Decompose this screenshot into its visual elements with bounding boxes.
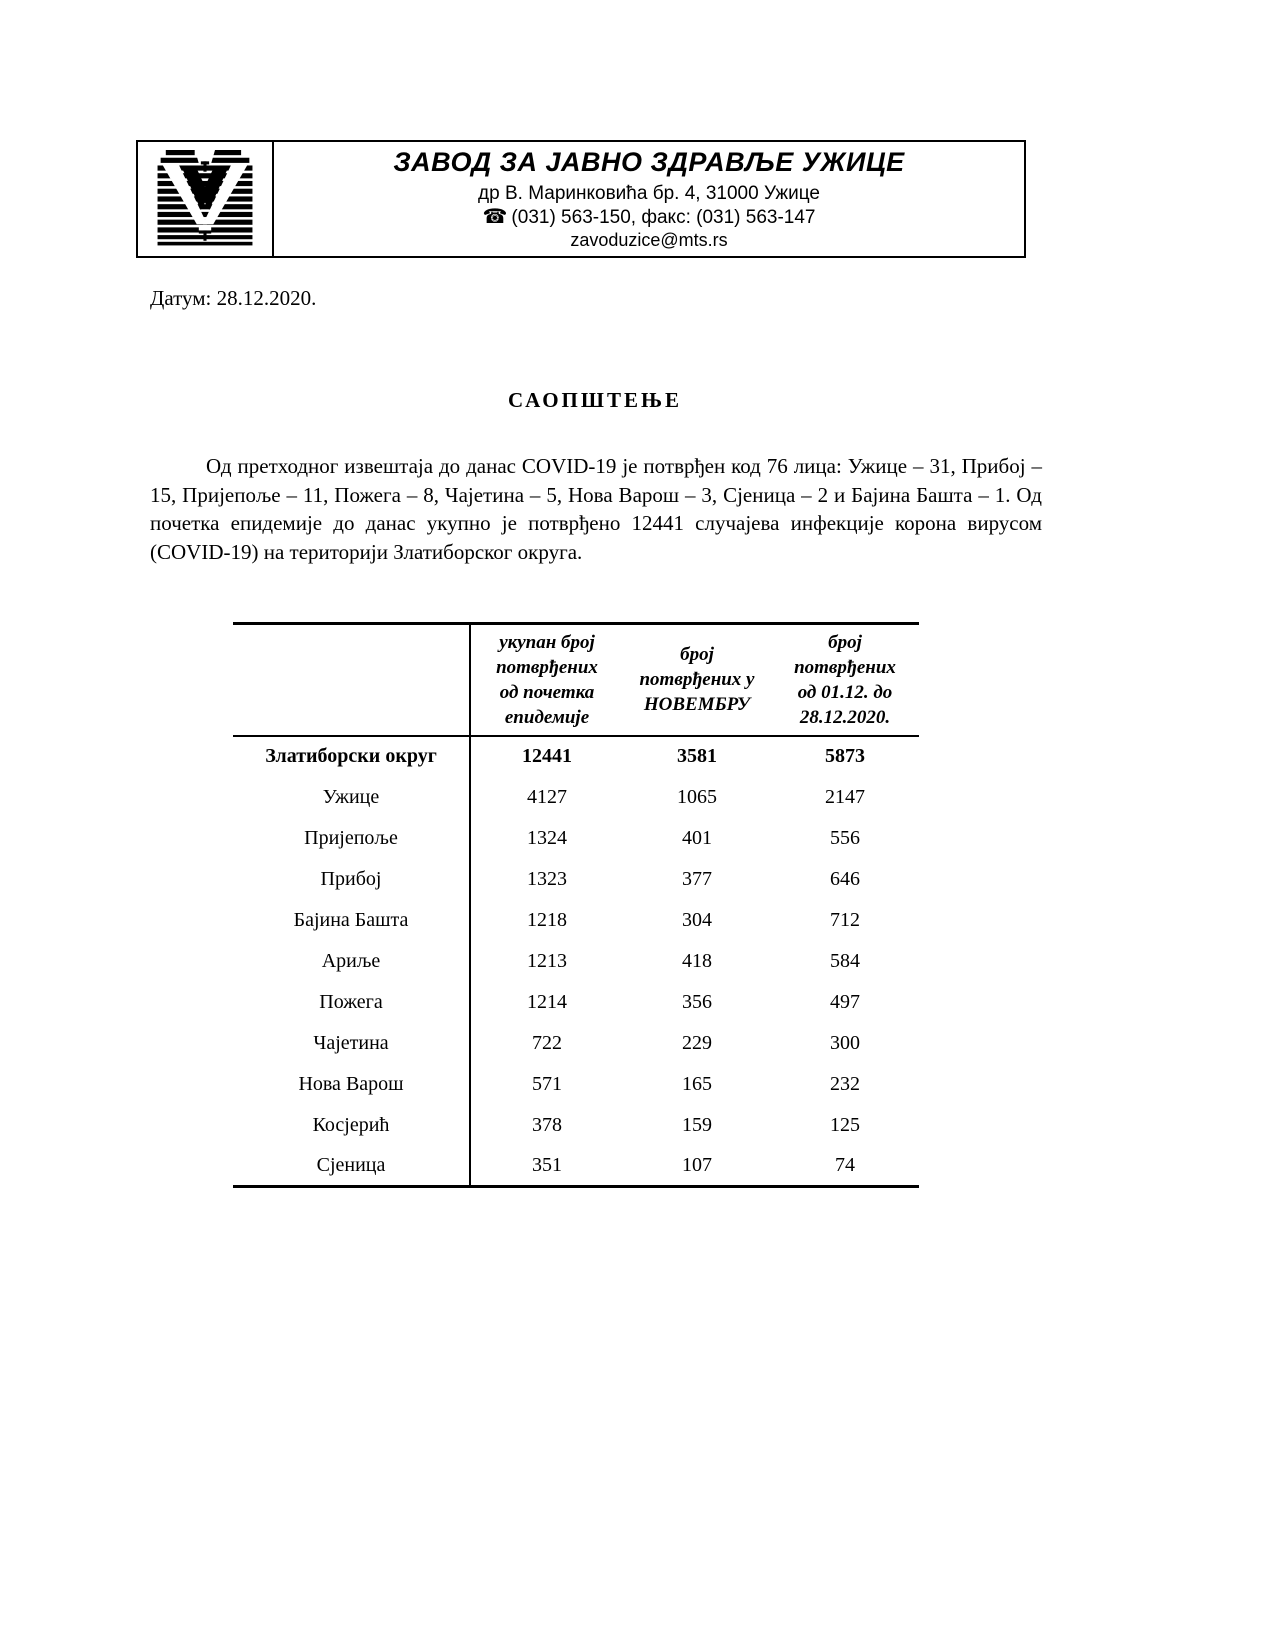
- value-cell: 646: [830, 867, 860, 890]
- table-row: [233, 859, 919, 900]
- value-cell: 3581: [677, 745, 717, 767]
- body-paragraph: Од претходног извештаја до данас COVID-19 је потврђен код 76 лица: Ужице – 31, Прибој – 15, Пријепоље – 11, Пожега – 8, Чајетина – 5, Нова Варош – 3, Сјеница – 2 и Бајина Башта – 1. Од почетка епидемије до данас укупно је потврђено 12441 случајева инфекције корона вирусом (COVID-19) на територији Златиборског округа.: [150, 454, 1042, 564]
- municipality-cell: Златиборски округ: [233, 736, 470, 777]
- table-row: [233, 1146, 919, 1187]
- value-cell: 5873: [825, 745, 865, 767]
- organization-address: др В. Маринковића бр. 4, 31000 Ужице: [478, 183, 820, 205]
- municipality-cell: Нова Варош: [233, 1064, 470, 1105]
- municipality-cell: Пријепоље: [233, 818, 470, 859]
- organization-phone: [483, 205, 816, 229]
- table-row: [233, 818, 919, 859]
- phone-icon: ☎: [482, 206, 508, 229]
- municipality-cell: Косјерић: [233, 1105, 470, 1146]
- municipality-cell: Ариље: [233, 941, 470, 982]
- date-line: Датум: 28.12.2020.: [150, 286, 317, 310]
- table-row: [233, 1105, 919, 1146]
- table-row: [233, 982, 919, 1023]
- value-cell: 584: [830, 949, 860, 972]
- cases-table-body: [233, 736, 919, 1187]
- cases-table-header: [233, 624, 919, 736]
- header-total-since-start: укупан број потврђених од почетка епидемије: [470, 624, 623, 736]
- value-cell: 1214: [527, 990, 567, 1013]
- value-cell: 107: [682, 1153, 712, 1176]
- value-cell: 229: [682, 1031, 712, 1054]
- table-row: [233, 736, 919, 777]
- municipality-cell: Бајина Башта: [233, 900, 470, 941]
- value-cell: 556: [830, 826, 860, 849]
- value-cell: 1218: [527, 908, 567, 931]
- municipality-cell: Прибој: [233, 859, 470, 900]
- value-cell: 1323: [527, 867, 567, 890]
- value-cell: 722: [532, 1031, 562, 1054]
- value-cell: 125: [830, 1113, 860, 1136]
- letterhead: [136, 140, 1026, 258]
- value-cell: 304: [682, 908, 712, 931]
- municipality-cell: Сјеница: [233, 1146, 470, 1187]
- table-row: [233, 900, 919, 941]
- table-row: [233, 941, 919, 982]
- letterhead-text: [274, 142, 1024, 256]
- value-cell: 571: [532, 1072, 562, 1095]
- header-december-count: број потврђених од 01.12. до 28.12.2020.: [771, 624, 919, 736]
- header-november-count: број потврђених у НОВЕМБРУ: [623, 624, 771, 736]
- municipality-cell: Ужице: [233, 777, 470, 818]
- document-title: САОПШТЕЊЕ: [507, 388, 683, 412]
- value-cell: 4127: [527, 785, 567, 808]
- value-cell: 712: [830, 908, 860, 931]
- value-cell: 356: [682, 990, 712, 1013]
- value-cell: 74: [835, 1153, 855, 1176]
- organization-email: zavoduzice@mts.rs: [570, 229, 728, 250]
- value-cell: 418: [682, 949, 712, 972]
- institute-logo: [138, 142, 274, 256]
- phone-numbers: (031) 563-150, факс: (031) 563-147: [511, 207, 816, 229]
- value-cell: 165: [682, 1072, 712, 1095]
- value-cell: 12441: [522, 745, 572, 767]
- municipality-cell: Чајетина: [233, 1023, 470, 1064]
- organization-title: ЗАВОД ЗА ЈАВНО ЗДРАВЉЕ УЖИЦЕ: [393, 147, 905, 178]
- value-cell: 401: [682, 826, 712, 849]
- value-cell: 377: [682, 867, 712, 890]
- value-cell: 497: [830, 990, 860, 1013]
- value-cell: 159: [682, 1113, 712, 1136]
- table-row: [233, 1023, 919, 1064]
- table-row: [233, 1064, 919, 1105]
- value-cell: 1324: [527, 826, 567, 849]
- value-cell: 232: [830, 1072, 860, 1095]
- header-municipality: [233, 624, 470, 736]
- cases-table: [233, 622, 919, 1188]
- value-cell: 1213: [527, 949, 567, 972]
- value-cell: 1065: [677, 785, 717, 808]
- value-cell: 378: [532, 1113, 562, 1136]
- value-cell: 300: [830, 1031, 860, 1054]
- municipality-cell: Пожега: [233, 982, 470, 1023]
- value-cell: 351: [532, 1153, 562, 1176]
- table-row: [233, 777, 919, 818]
- value-cell: 2147: [825, 785, 865, 808]
- institute-logo-icon: [153, 150, 257, 248]
